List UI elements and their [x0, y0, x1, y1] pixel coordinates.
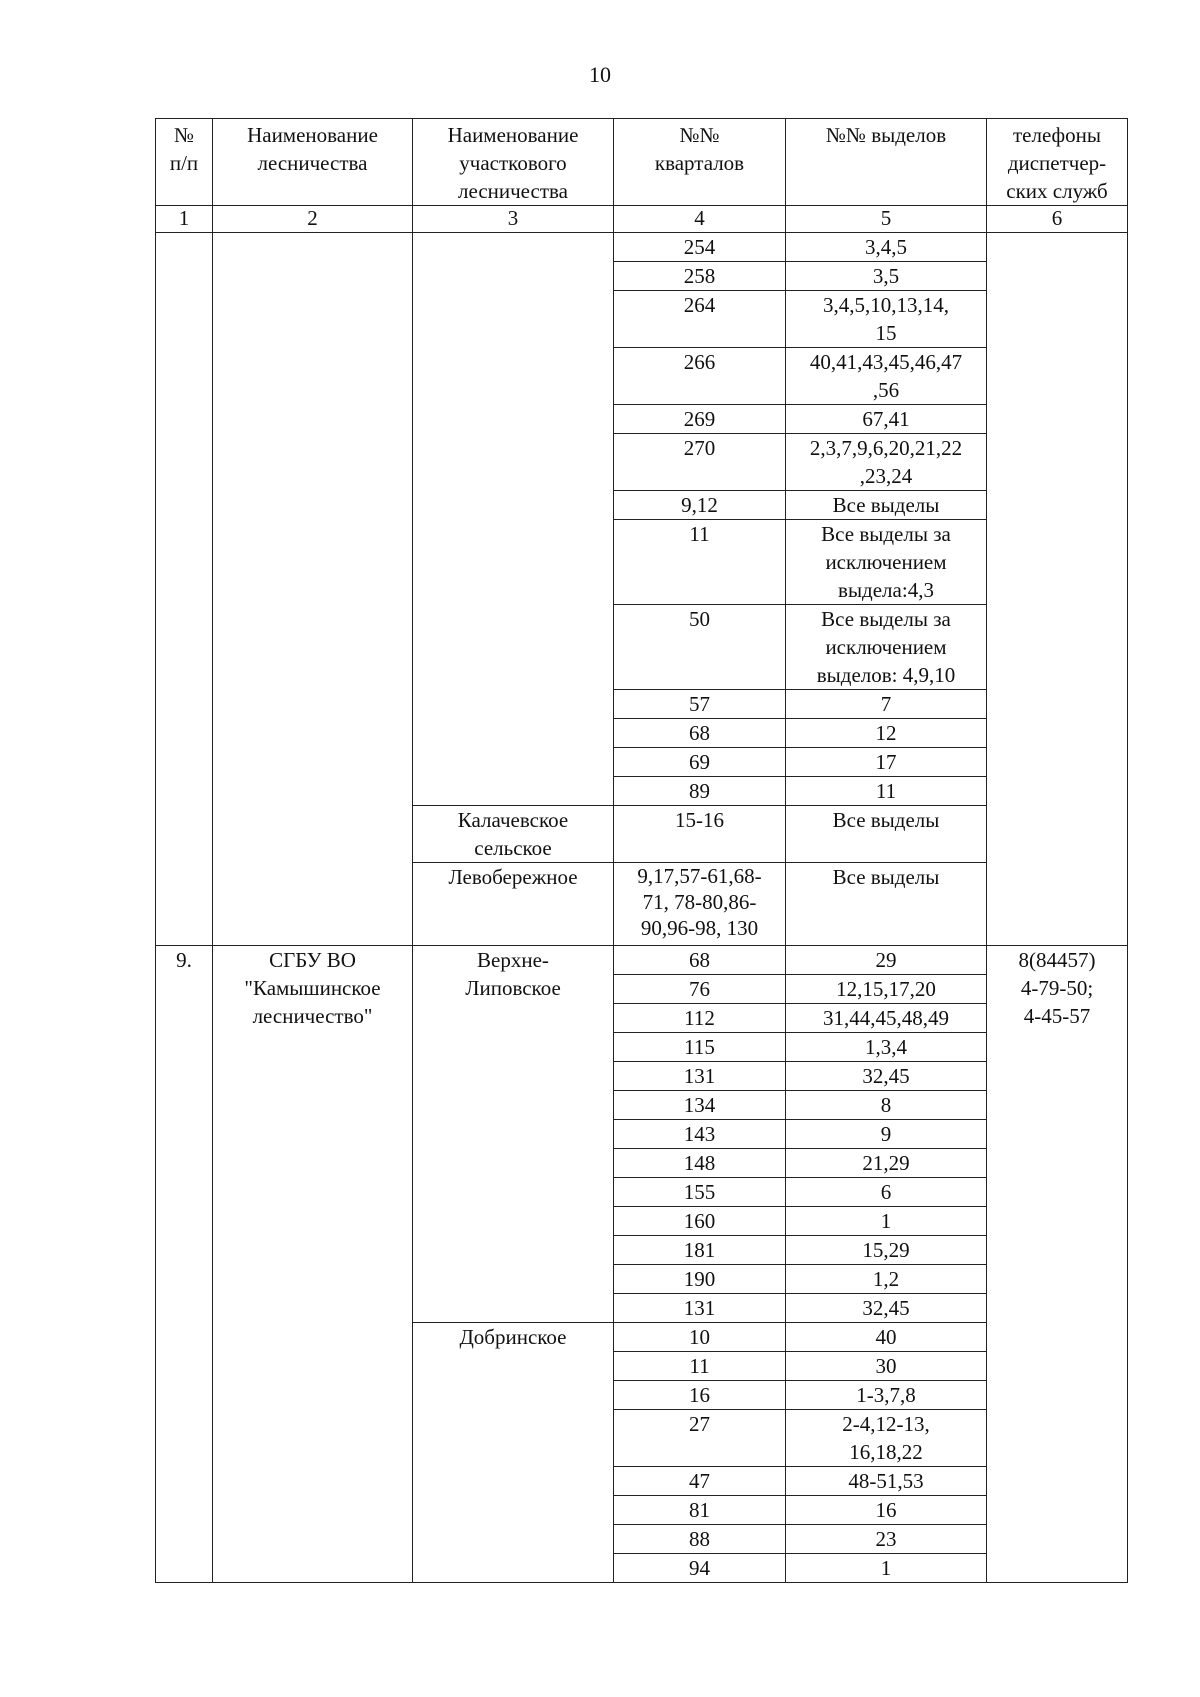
quarter-cell: 15-16	[614, 806, 786, 863]
quarter-cell: 160	[614, 1207, 786, 1236]
header-forestry-name: Наименование лесничества	[213, 119, 413, 206]
quarter-cell: 11	[614, 520, 786, 605]
quarter-cell: 10	[614, 1323, 786, 1352]
header-compartments: №№ выделов	[786, 119, 987, 206]
compartment-cell: 40,41,43,45,46,47 ,56	[786, 348, 987, 405]
compartment-cell: 1	[786, 1207, 987, 1236]
compartment-cell: 67,41	[786, 405, 987, 434]
column-number: 6	[987, 206, 1128, 233]
quarter-cell: 143	[614, 1120, 786, 1149]
compartment-cell: 9	[786, 1120, 987, 1149]
quarter-cell: 264	[614, 291, 786, 348]
quarter-cell: 131	[614, 1294, 786, 1323]
quarter-cell: 115	[614, 1033, 786, 1062]
column-number: 4	[614, 206, 786, 233]
compartment-cell: 17	[786, 748, 987, 777]
quarter-cell: 50	[614, 605, 786, 690]
column-number: 2	[213, 206, 413, 233]
compartment-cell: 12	[786, 719, 987, 748]
compartment-cell: 23	[786, 1525, 987, 1554]
compartment-cell: Все выделы за исключением выдела:4,3	[786, 520, 987, 605]
compartment-cell: 32,45	[786, 1062, 987, 1091]
forestry-table	[155, 118, 1128, 1583]
compartment-cell: Все выделы	[786, 491, 987, 520]
quarter-cell: 68	[614, 719, 786, 748]
phones-cell: 8(84457) 4-79-50; 4-45-57	[987, 946, 1128, 1583]
column-number: 1	[156, 206, 213, 233]
quarter-cell: 266	[614, 348, 786, 405]
quarter-cell: 9,17,57-61,68- 71, 78-80,86- 90,96-98, 130	[614, 863, 786, 946]
compartment-cell: 6	[786, 1178, 987, 1207]
quarter-cell: 155	[614, 1178, 786, 1207]
quarter-cell: 69	[614, 748, 786, 777]
quarter-cell: 57	[614, 690, 786, 719]
compartment-cell: 1,2	[786, 1265, 987, 1294]
district-name-cell	[413, 233, 614, 806]
header-row	[156, 119, 1128, 206]
forestry-name-cell: СГБУ ВО "Камышинское лесничество"	[213, 946, 413, 1583]
quarter-cell: 76	[614, 975, 786, 1004]
quarter-cell: 94	[614, 1554, 786, 1583]
compartment-cell: 15,29	[786, 1236, 987, 1265]
compartment-cell: 3,4,5,10,13,14, 15	[786, 291, 987, 348]
quarter-cell: 181	[614, 1236, 786, 1265]
header-phones: телефоны диспетчер- ских служб	[987, 119, 1128, 206]
quarter-cell: 112	[614, 1004, 786, 1033]
compartment-cell: Все выделы за исключением выделов: 4,9,10	[786, 605, 987, 690]
table-row	[156, 233, 1128, 262]
number-cell: 9.	[156, 946, 213, 1583]
quarter-cell: 16	[614, 1381, 786, 1410]
quarter-cell: 88	[614, 1525, 786, 1554]
quarter-cell: 258	[614, 262, 786, 291]
compartment-cell: 16	[786, 1496, 987, 1525]
compartment-cell: 11	[786, 777, 987, 806]
quarter-cell: 270	[614, 434, 786, 491]
compartment-cell: 30	[786, 1352, 987, 1381]
compartment-cell: 3,5	[786, 262, 987, 291]
quarter-cell: 134	[614, 1091, 786, 1120]
phones-cell	[987, 233, 1128, 946]
table-row	[156, 946, 1128, 975]
quarter-cell: 68	[614, 946, 786, 975]
compartment-cell: 48-51,53	[786, 1467, 987, 1496]
district-name-cell: Калачевское сельское	[413, 806, 614, 863]
compartment-cell: 32,45	[786, 1294, 987, 1323]
compartment-cell: 1,3,4	[786, 1033, 987, 1062]
quarter-cell: 81	[614, 1496, 786, 1525]
compartment-cell: 2,3,7,9,6,20,21,22 ,23,24	[786, 434, 987, 491]
compartment-cell: Все выделы	[786, 806, 987, 863]
column-number: 5	[786, 206, 987, 233]
quarter-cell: 11	[614, 1352, 786, 1381]
quarter-cell: 254	[614, 233, 786, 262]
compartment-cell: 2-4,12-13, 16,18,22	[786, 1410, 987, 1467]
quarter-cell: 269	[614, 405, 786, 434]
header-quarters: №№ кварталов	[614, 119, 786, 206]
compartment-cell: 40	[786, 1323, 987, 1352]
compartment-cell: Все выделы	[786, 863, 987, 946]
column-numbers-row	[156, 206, 1128, 233]
quarter-cell: 27	[614, 1410, 786, 1467]
compartment-cell: 29	[786, 946, 987, 975]
compartment-cell: 21,29	[786, 1149, 987, 1178]
compartment-cell: 12,15,17,20	[786, 975, 987, 1004]
column-number: 3	[413, 206, 614, 233]
district-name-cell: Добринское	[413, 1323, 614, 1583]
quarter-cell: 131	[614, 1062, 786, 1091]
compartment-cell: 7	[786, 690, 987, 719]
compartment-cell: 1-3,7,8	[786, 1381, 987, 1410]
header-number: № п/п	[156, 119, 213, 206]
forestry-name-cell	[213, 233, 413, 946]
quarter-cell: 148	[614, 1149, 786, 1178]
page-number: 10	[589, 62, 611, 87]
compartment-cell: 1	[786, 1554, 987, 1583]
compartment-cell: 8	[786, 1091, 987, 1120]
compartment-cell: 3,4,5	[786, 233, 987, 262]
quarter-cell: 89	[614, 777, 786, 806]
quarter-cell: 47	[614, 1467, 786, 1496]
district-name-cell: Левобережное	[413, 863, 614, 946]
quarter-cell: 9,12	[614, 491, 786, 520]
quarter-cell: 190	[614, 1265, 786, 1294]
header-district-name: Наименование участкового лесничества	[413, 119, 614, 206]
number-cell	[156, 233, 213, 946]
district-name-cell: Верхне- Липовское	[413, 946, 614, 1323]
compartment-cell: 31,44,45,48,49	[786, 1004, 987, 1033]
